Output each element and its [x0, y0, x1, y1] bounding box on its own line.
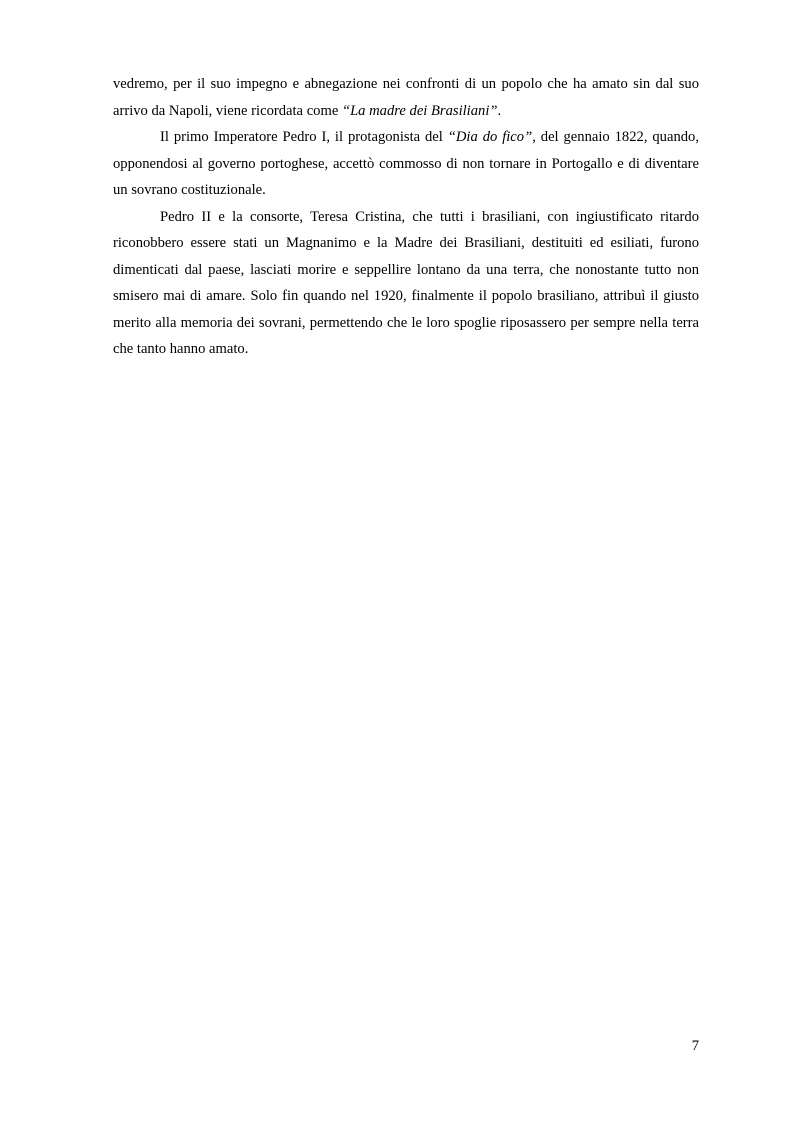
paragraph-2	[113, 124, 699, 204]
paragraph-3: Pedro II e la consorte, Teresa Cristina, che tutti i brasiliani, con ingiustificato ritardo riconobbero essere stati un Magnanimo e la Madre dei Brasiliani, destituiti ed esiliati, furono dimenticati dal paese, lasciati morire e seppellire lontano da una terra, che nonostante tutto non smisero mai di amare. Solo fin quando nel 1920, finalmente il popolo brasiliano, attribuì il giusto merito alla memoria dei sovrani, permettendo che le loro spoglie riposassero per sempre nella terra che tanto hanno amato.	[113, 208, 699, 357]
paragraph-1	[113, 71, 699, 124]
paragraph-2-quote: “Dia do fico”	[447, 129, 533, 145]
paragraph-2-end: , del gennaio 1822, quando, opponendosi al governo portoghese, accettò commosso di non tornare in Portogallo e di diventare un sovrano costituzionale.	[113, 129, 699, 198]
paragraph-1-text: vedremo, per il suo impegno e abnegazione nei confronti di un popolo che ha amato sin dal suo arrivo da Napoli, viene ricordata come	[113, 76, 699, 119]
paragraph-2-text: Il primo Imperatore Pedro I, il protagonista del	[160, 129, 448, 145]
paragraph-1-end: .	[497, 102, 502, 119]
paragraph-1-quote: “La madre dei Brasiliani”	[341, 102, 498, 119]
page-number: 7	[691, 1038, 699, 1054]
document-body	[113, 71, 699, 363]
